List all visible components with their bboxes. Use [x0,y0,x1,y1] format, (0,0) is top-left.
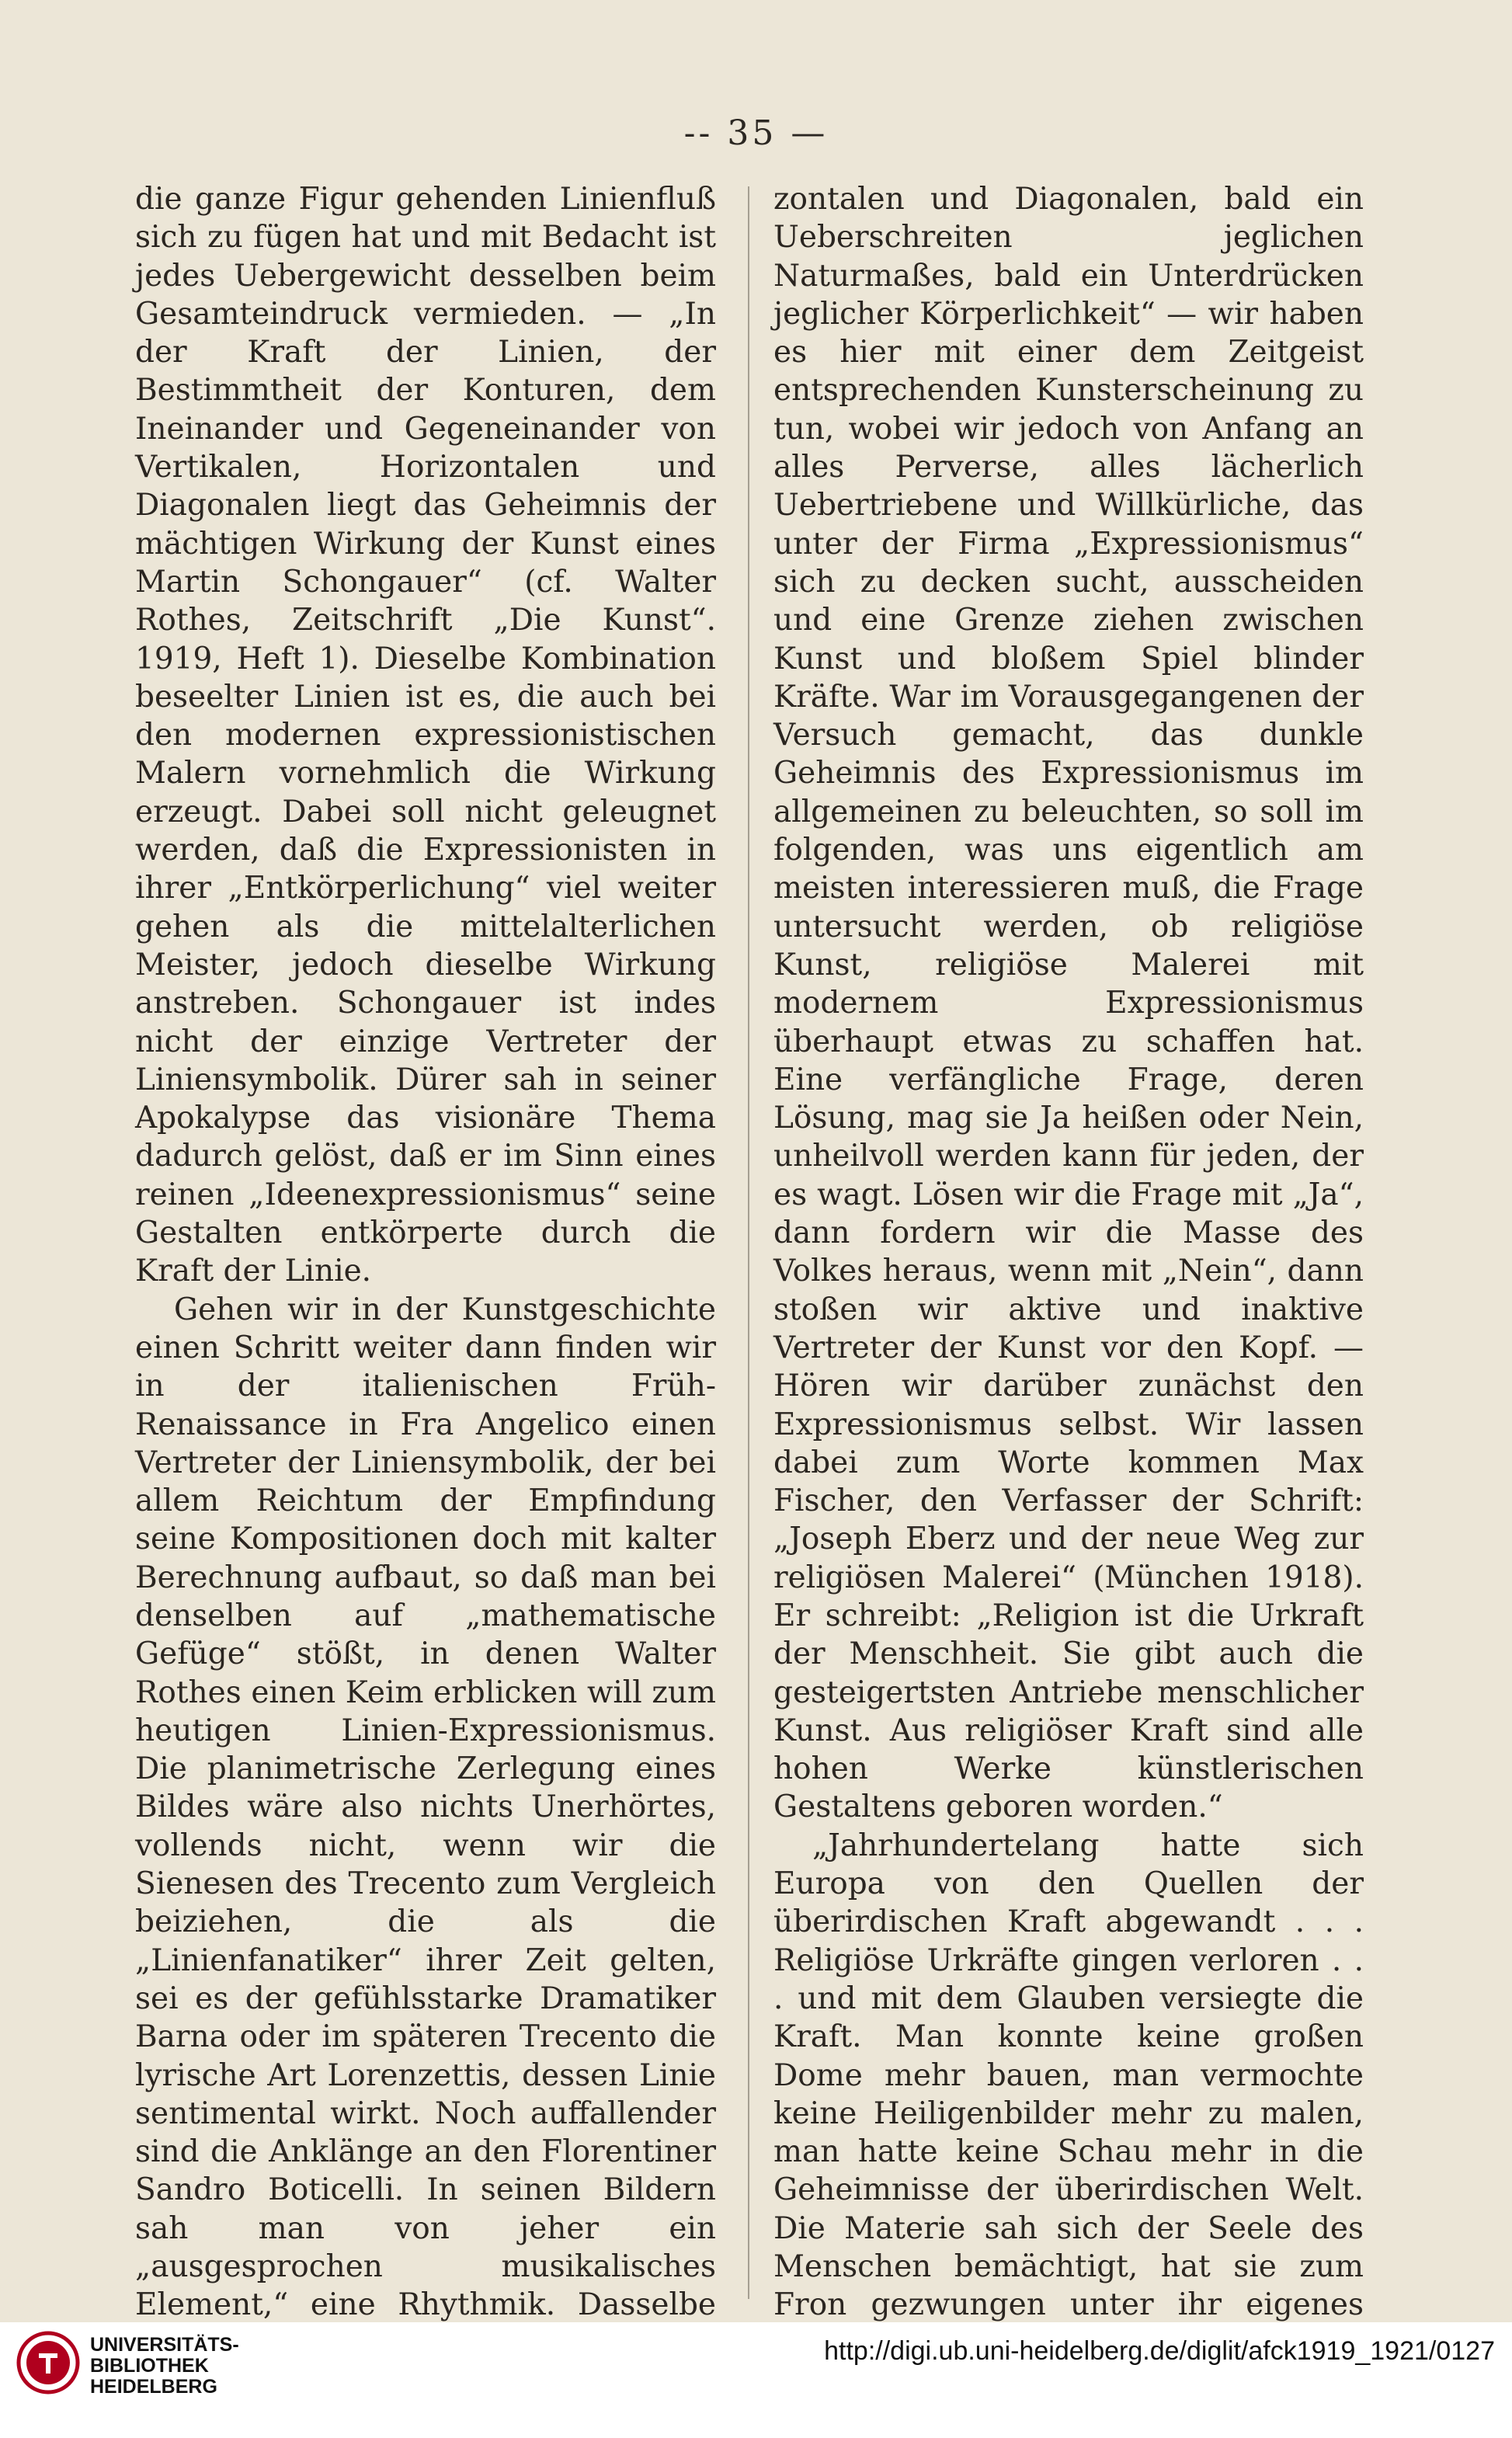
university-library-seal-icon [16,2330,81,2395]
library-name [90,2335,239,2398]
library-name-line-2: BIBLIOTHEK [90,2355,209,2377]
library-name-line-3: HEIDELBERG [90,2376,217,2398]
right-text-column [773,180,1364,2322]
source-url-link[interactable]: http://digi.ub.uni-heidelberg.de/diglit/afck1919_1921/0127 [824,2336,1495,2366]
right-paragraph-2: „Jahrhundertelang hatte sich Europa von den Quellen der überirdischen Kraft abgewandt . . . Religiöse Urkräfte gingen verloren . . . und mit dem Glauben versiegte die Kraft. Man konnte keine großen Dome mehr bauen, man vermochte keine Heiligenbilder mehr zu malen, man hatte keine Schau mehr in die Geheimnisse der überirdischen Welt. Die Materie sah sich der Seele des Menschen bemächtigt, hat sie zum Fron gezwungen unter ihr eigenes [773,1828,1364,2322]
left-text-column [135,180,716,2322]
left-paragraph-2: Gehen wir in der Kunstgeschichte einen Schritt weiter dann finden wir in der italienischen Früh-Renaissance in Fra Angelico einen Vertreter der Liniensymbolik, der bei allem Reichtum der Empfindung seine Kompositionen doch mit kalter Berechnung aufbaut, so daß man bei denselben auf „mathematische Gefüge“ stößt, in denen Walter Rothes einen Keim erblicken will zum heutigen Linien-Expressionismus. Die planimetrische Zerlegung eines Bildes wäre also nichts Unerhörtes, vollends nicht, wenn wir die Sienesen des Trecento zum Vergleich beiziehen, die als die „Linienfanatiker“ ihrer Zeit gelten, sei es der gefühlsstarke Dramatiker Barna oder im späteren Trecento die lyrische Art Lorenzettis, dessen Linie sentimental wirkt. Noch auffallender sind die Anklänge an den Florentiner Sandro Boticelli. In seinen Bildern sah man von jeher ein „ausgesprochen musikalisches Element,“ eine Rhythmik. Dasselbe [135,1292,716,2322]
library-name-line-1: UNIVERSITÄTS- [90,2334,239,2356]
page-number: -- 35 — [683,113,829,153]
left-paragraph-1: die ganze Figur gehenden Linienfluß sich zu fügen hat und mit Bedacht ist jedes Uebergewicht desselben beim Gesamteindruck vermieden. — „In der Kraft der Linien, der Bestimmtheit der Konturen, dem Ineinander und Gegeneinander von Vertikalen, Horizontalen und Diagonalen liegt das Geheimnis der mächtigen Wirkung der Kunst eines Martin Schongauer“ (cf. Walter Rothes, Zeitschrift „Die Kunst“. 1919, Heft 1). Dieselbe Kombination beseelter Linien ist es, die auch bei den modernen expressionistischen Malern vornehmlich die Wirkung erzeugt. Dabei soll nicht geleugnet werden, daß die Expressionisten in ihrer „Entkörperlichung“ viel weiter gehen als die mittelalterlichen Meister, jedoch dieselbe Wirkung anstreben. Schongauer ist indes nicht der einzige Vertreter der Liniensymbolik. Dürer sah in seiner Apokalypse das visionäre Thema dadurch gelöst, daß er im Sinn eines reinen „Ideenexpressionismus“ seine Gestalten entkörperte durch die Kraft der Linie. [135,182,716,1289]
column-divider [748,186,749,2299]
right-paragraph-1: zontalen und Diagonalen, bald ein Ueberschreiten jeglichen Naturmaßes, bald ein Unterdrücken jeglicher Körperlichkeit“ — wir haben es hier mit einer dem Zeitgeist entsprechenden Kunsterscheinung zu tun, wobei wir jedoch von Anfang an alles Perverse, alles lächerlich Uebertriebene und Willkürliche, das unter der Firma „Expressionismus“ sich zu decken sucht, ausscheiden und eine Grenze ziehen zwischen Kunst und bloßem Spiel blinder Kräfte. War im Vorausgegangenen der Versuch gemacht, das dunkle Geheimnis des Expressionismus im allgemeinen zu beleuchten, so soll im folgenden, was uns eigentlich am meisten interessieren muß, die Frage untersucht werden, ob religiöse Kunst, religiöse Malerei mit modernem Expressionismus überhaupt etwas zu schaffen hat. Eine verfängliche Frage, deren Lösung, mag sie Ja heißen oder Nein, unheilvoll werden kann für jeden, der es wagt. Lösen wir die Frage mit „Ja“, dann fordern wir die Masse des Volkes heraus, wenn mit „Nein“, dann stoßen wir aktive und inaktive Vertreter der Kunst vor den Kopf. — Hören wir darüber zunächst den Expressionismus selbst. Wir lassen dabei zum Worte kommen Max Fischer, den Verfasser der Schrift: „Joseph Eberz und der neue Weg zur religiösen Malerei“ (München 1918). Er schreibt: „Religion ist die Urkraft der Menschheit. Sie gibt auch die gesteigertsten Antriebe menschlicher Kunst. Aus religiöser Kraft sind alle hohen Werke künstlerischen Gestaltens geboren worden.“ [773,182,1364,1825]
